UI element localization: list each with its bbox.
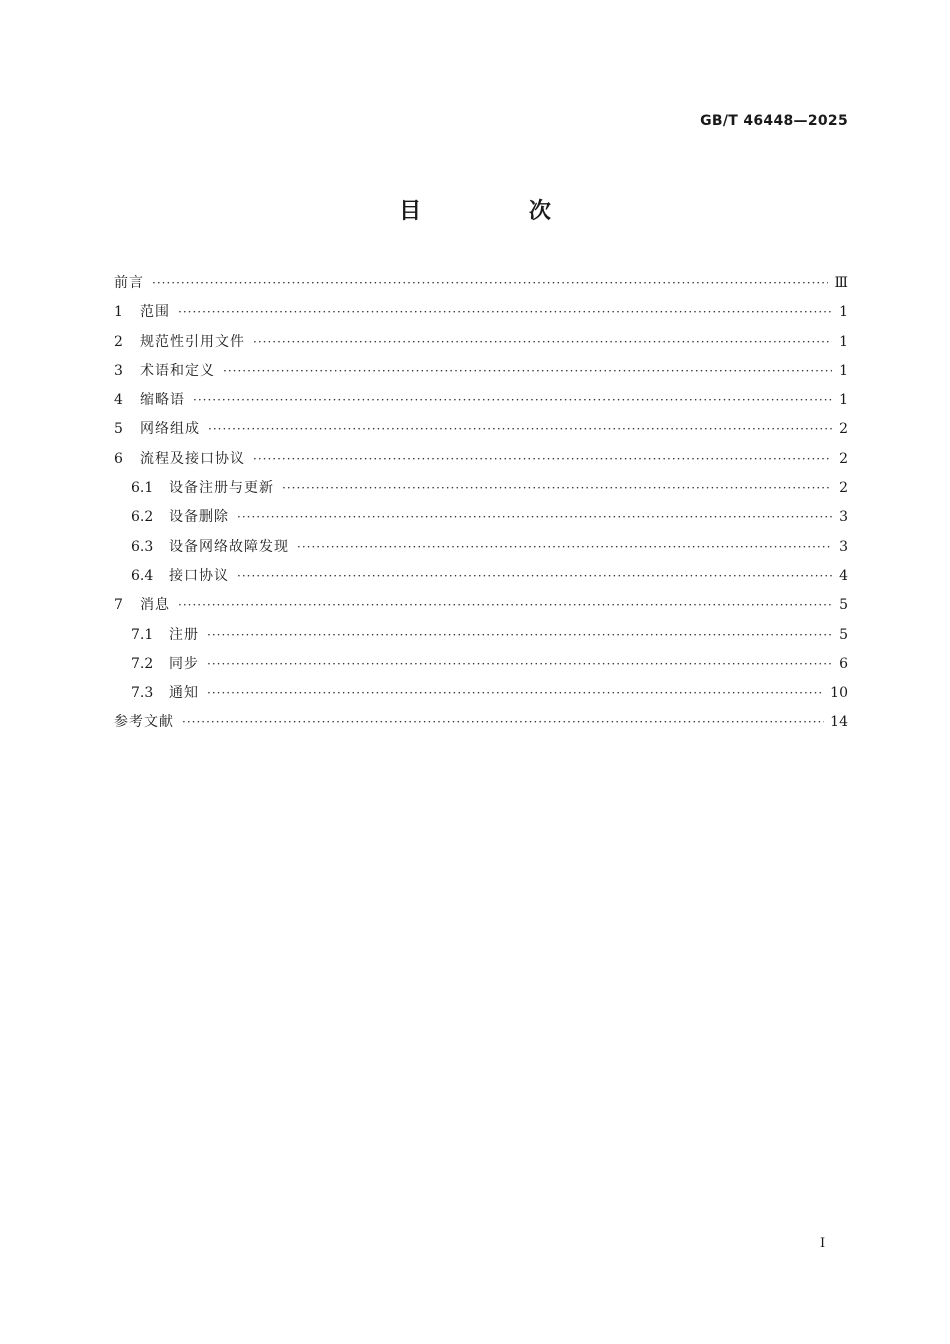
toc-entry-7[interactable] [114,591,848,620]
toc-entry-foreword[interactable] [114,269,848,298]
toc-entry-label: 流程及接口协议 [140,450,245,467]
toc-entry-6-1[interactable] [114,474,848,503]
toc-dot-leader [207,679,824,708]
toc-entry-label: 参考文献 [114,714,174,731]
toc-entry-page: 1 [839,392,848,409]
toc-entry-7-2[interactable] [114,650,848,679]
toc-dot-leader [282,474,832,503]
toc-dot-leader [207,621,832,650]
toc-entry-6-4[interactable] [114,562,848,591]
toc-entry-number: 4 [114,392,123,409]
toc-entry-number: 1 [114,304,123,321]
toc-dot-leader [253,445,832,474]
toc-entry-number: 2 [114,333,123,350]
toc-dot-leader [182,708,824,737]
toc-entry-page: 1 [839,333,848,350]
toc-entry-number: 7.3 [131,685,154,702]
standard-number: GB/T 46448—2025 [700,113,848,129]
toc-entry-page: 1 [839,362,848,379]
page-number: Ⅰ [820,1236,826,1251]
toc-entry-page: 4 [839,567,848,584]
toc-entry-label: 设备注册与更新 [169,480,274,497]
toc-dot-leader [223,357,832,386]
toc-entry-number: 6.4 [131,567,154,584]
toc-entry-label: 缩略语 [140,392,185,409]
toc-entry-page: 5 [839,626,848,643]
toc-entry-references[interactable] [114,708,848,737]
toc-entry-label: 规范性引用文件 [140,333,245,350]
toc-entry-page: 3 [839,509,848,526]
toc-dot-leader [208,415,832,444]
toc-dot-leader [237,503,832,532]
toc-entry-number: 3 [114,362,123,379]
toc-dot-leader [237,562,832,591]
toc-entry-page: 10 [830,685,848,702]
toc-entry-1[interactable] [114,298,848,327]
toc-entry-page: 6 [839,655,848,672]
toc-entry-7-3[interactable] [114,679,848,708]
toc-entry-3[interactable] [114,357,848,386]
toc-dot-leader [178,298,832,327]
toc-entry-6-3[interactable] [114,533,848,562]
toc-dot-leader [193,386,832,415]
page-title: 目 次 [399,199,601,224]
toc-entry-number: 6.1 [131,480,154,497]
toc-entry-label: 网络组成 [140,421,200,438]
toc-entry-number: 5 [114,421,123,438]
toc-entry-2[interactable] [114,328,848,357]
toc-dot-leader [297,533,832,562]
toc-dot-leader [178,591,832,620]
toc-entry-7-1[interactable] [114,621,848,650]
toc-entry-5[interactable] [114,415,848,444]
toc-entry-label: 设备网络故障发现 [169,538,289,555]
toc-entry-label: 前言 [114,275,144,291]
toc-entry-page: 5 [839,597,848,614]
toc-entry-page: 3 [839,538,848,555]
toc-entry-number: 7.1 [131,626,154,643]
toc-entry-label: 同步 [169,655,199,672]
toc-dot-leader [152,269,828,298]
toc-entry-number: 6.2 [131,509,154,526]
toc-entry-page: Ⅲ [834,275,848,291]
toc-entry-label: 范围 [140,304,170,321]
toc-entry-label: 术语和定义 [140,362,215,379]
table-of-contents [114,269,848,738]
toc-entry-page: 2 [839,421,848,438]
toc-entry-label: 设备删除 [169,509,229,526]
toc-entry-number: 6.3 [131,538,154,555]
toc-entry-page: 1 [839,304,848,321]
toc-entry-4[interactable] [114,386,848,415]
toc-entry-page: 2 [839,480,848,497]
toc-dot-leader [253,328,832,357]
toc-entry-number: 7 [114,597,123,614]
toc-entry-label: 消息 [140,597,170,614]
toc-entry-6-2[interactable] [114,503,848,532]
toc-entry-6[interactable] [114,445,848,474]
toc-entry-page: 14 [830,714,848,731]
toc-entry-number: 6 [114,450,123,467]
toc-dot-leader [207,650,832,679]
toc-entry-label: 接口协议 [169,567,229,584]
toc-entry-page: 2 [839,450,848,467]
toc-entry-label: 注册 [169,626,199,643]
toc-entry-label: 通知 [169,685,199,702]
toc-entry-number: 7.2 [131,655,154,672]
